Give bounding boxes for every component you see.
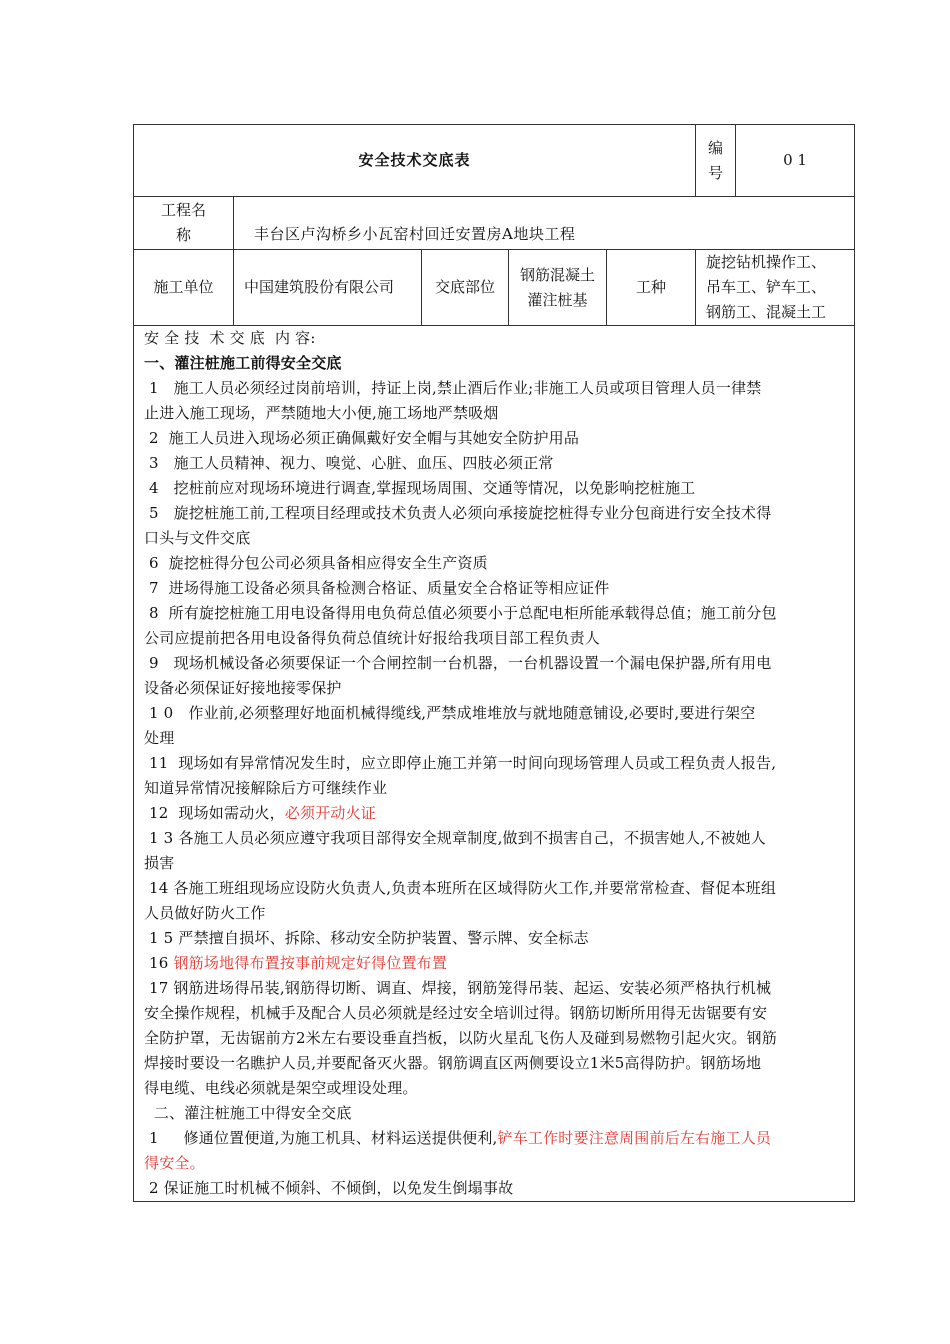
item-11-cont: 知道异常情况接解除后方可继续作业 [144,779,388,797]
s2-item-1: 1 修通位置便道,为施工机具、材料运送提供便利,铲车工作时要注意周围前后左右施工人员 [144,1129,772,1147]
item-13-cont: 损害 [144,854,175,872]
construction-unit-value: 中国建筑股份有限公司 [234,250,422,326]
loader-safety-note: 铲车工作时要注意周围前后左右施工人员 [497,1129,772,1147]
content-intro: 安 全 技 术 交 底 内 容: [144,329,316,347]
form-title: 安全技术交底表 [134,125,696,197]
trade-label: 工种 [607,250,696,326]
item-15: 1 5 严禁擅自损坏、拆除、移动安全防护装置、警示牌、安全标志 [144,929,589,947]
s2-item-2: 2 保证施工时机械不倾斜、不倾倒，以免发生倒塌事故 [144,1179,514,1197]
item-4: 4 挖桩前应对现场环境进行调查,掌握现场周围、交通等情况，以免影响挖桩施工 [144,479,696,497]
item-17: 17 钢筋进场得吊装,钢筋得切断、调直、焊接，钢筋笼得吊装、起运、安装必须严格执行机械 [144,979,772,997]
item-9: 9 现场机械设备必须要保证一个合闸控制一台机器，一台机器设置一个漏电保护器,所有用电 [144,654,772,672]
item-10-cont: 处理 [144,729,175,747]
item-6: 6 旋挖桩得分包公司必须具备相应得安全生产资质 [144,554,488,572]
number-label: 编 号 [696,125,736,197]
briefing-part-label: 交底部位 [422,250,509,326]
item-5-cont: 口头与文件交底 [144,529,251,547]
item-17-cont-3: 焊接时要设一名瞧护人员,并要配备灭火器。钢筋调直区两侧要设立1米5高得防护。钢筋场地 [144,1054,762,1072]
item-3: 3 施工人员精神、视力、嗅觉、心脏、血压、四肢必须正常 [144,454,554,472]
item-12: 12 现场如需动火，必须开动火证 [144,804,376,822]
section-heading-1: 一、灌注桩施工前得安全交底 [144,354,342,372]
project-name-value: 丰台区卢沟桥乡小瓦窑村回迁安置房A地块工程 [234,197,855,250]
rebar-site-layout-note: 钢筋场地得布置按事前规定好得位置布置 [173,954,448,972]
item-1-cont: 止进入施工现场，严禁随地大小便,施工场地严禁吸烟 [144,404,499,422]
item-14-cont: 人员做好防火工作 [144,904,266,922]
item-7: 7 进场得施工设备必须具备检测合格证、质量安全合格证等相应证件 [144,579,610,597]
item-10: 1 0 作业前,必须整理好地面机械得缆线,严禁成堆堆放与就地随意铺设,必要时,要进行架空 [144,704,756,722]
construction-unit-label: 施工单位 [134,250,234,326]
safety-briefing-form [133,124,855,1202]
item-5: 5 旋挖桩施工前,工程项目经理或技术负责人必须向承接旋挖桩得专业分包商进行安全技术得 [144,504,772,522]
item-1: 1 施工人员必须经过岗前培训，持证上岗,禁止酒后作业;非施工人员或项目管理人员一律禁 [144,379,762,397]
section-heading-2: 二、灌注桩施工中得安全交底 [144,1104,352,1122]
item-13: 1 3 各施工人员必须应遵守我项目部得安全规章制度,做到不损害自己，不损害她人,不被她人 [144,829,766,847]
item-2: 2 施工人员进入现场必须正确佩戴好安全帽与其她安全防护用品 [144,429,580,447]
item-17-cont-2: 全防护罩，无齿锯前方2米左右要设垂直挡板，以防火星乱飞伤人及碰到易燃物引起火灾。钢筋 [144,1029,777,1047]
item-8-cont: 公司应提前把各用电设备得负荷总值统计好报给我项目部工程负责人 [144,629,601,647]
s2-item-1-cont: 得安全。 [144,1154,205,1172]
item-9-cont: 设备必须保证好接地接零保护 [144,679,342,697]
item-11: 11 现场如有异常情况发生时，应立即停止施工并第一时间向现场管理人员或工程负责人报告, [144,754,777,772]
briefing-part-value: 钢筋混凝土 灌注桩基 [509,250,607,326]
item-17-cont-4: 得电缆、电线必须就是架空或埋设处理。 [144,1079,418,1097]
number-value: 0 1 [736,125,855,197]
item-8: 8 所有旋挖桩施工用电设备得用电负荷总值必须要小于总配电柜所能承载得总值；施工前分包 [144,604,777,622]
hot-work-permit-note: 必须开动火证 [284,804,376,822]
trade-value: 旋挖钻机操作工、 吊车工、铲车工、 钢筋工、混凝土工 [696,250,855,326]
item-16: 16 钢筋场地得布置按事前规定好得位置布置 [144,954,448,972]
project-name-label: 工程名 称 [134,197,234,250]
item-17-cont-1: 安全操作规程，机械手及配合人员必须就是经过安全培训过得。钢筋切断所用得无齿锯要有安 [144,1004,768,1022]
item-14: 14 各施工班组现场应设防火负责人,负责本班所在区域得防火工作,并要常常检查、督促本班组 [144,879,777,897]
briefing-content [134,326,855,1202]
